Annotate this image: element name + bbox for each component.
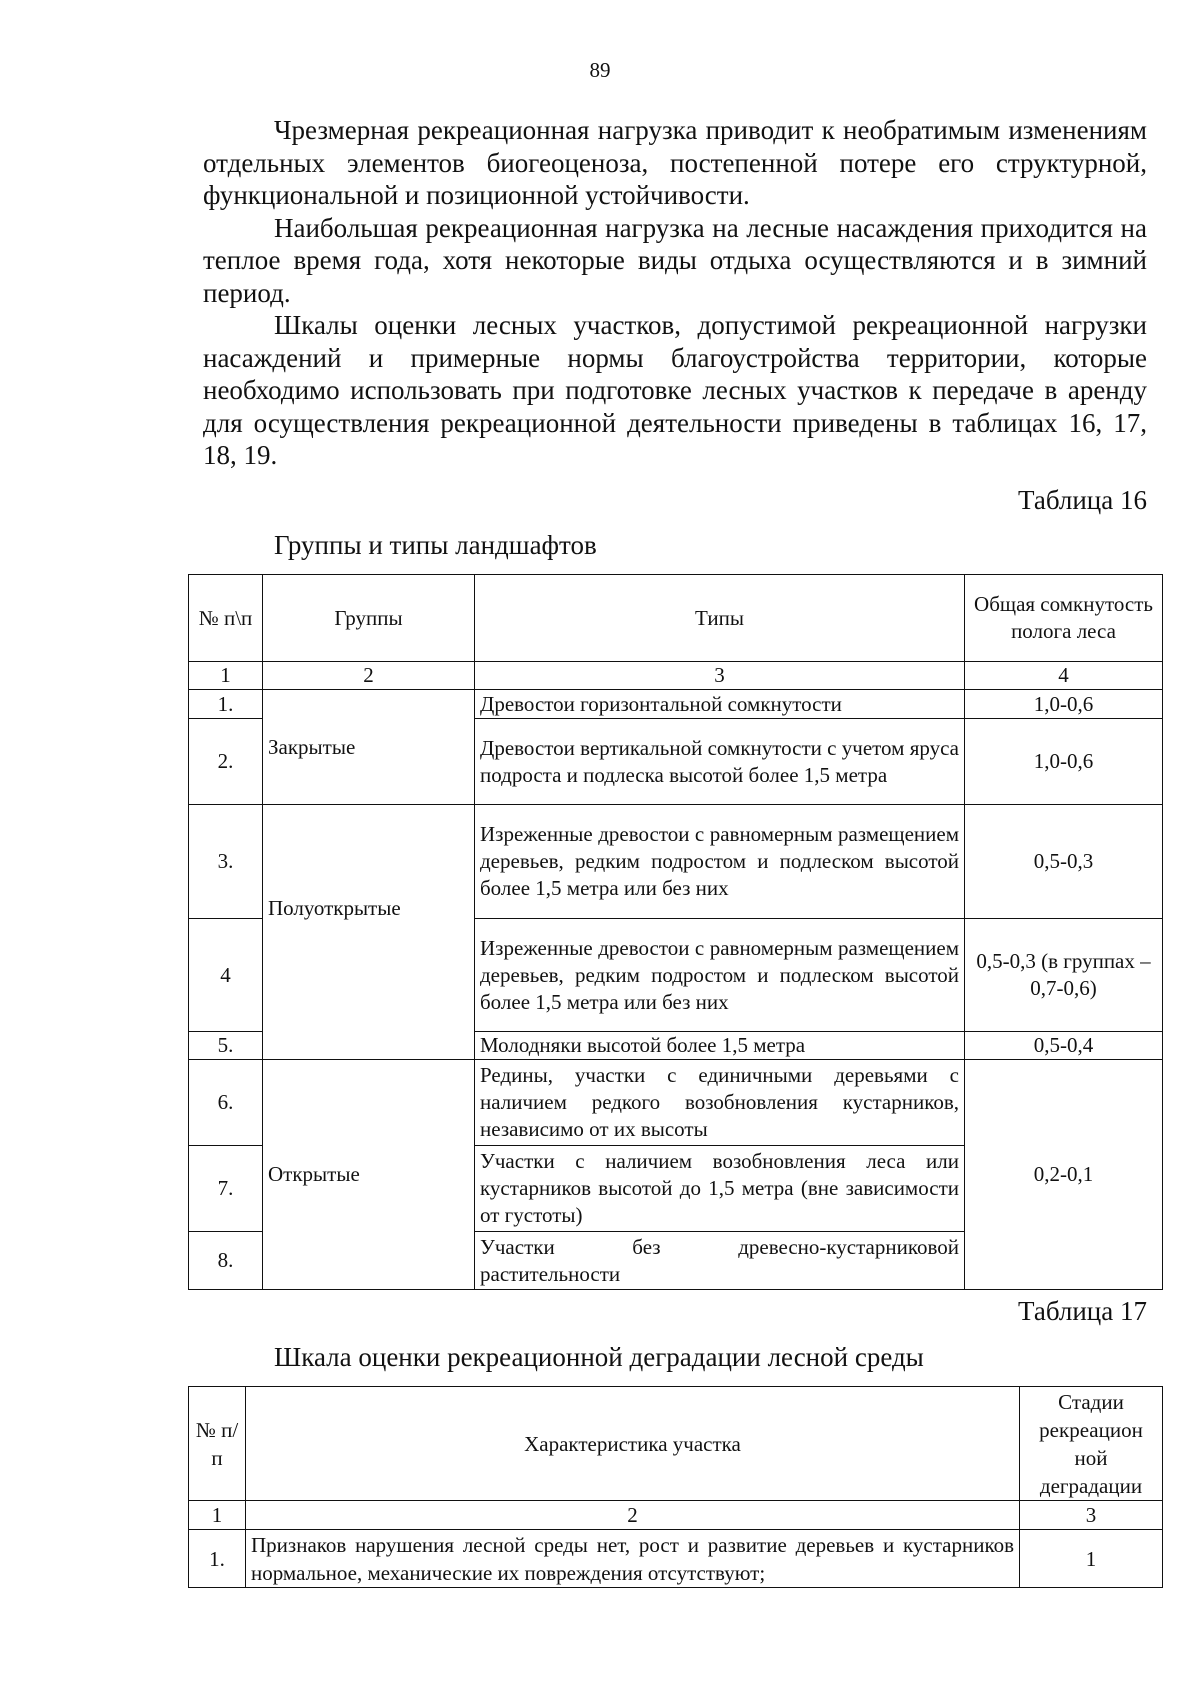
column-number-row <box>189 1501 1163 1530</box>
row-number: 2. <box>189 719 263 805</box>
density-cell: 0,5-0,3 (в группах – 0,7-0,6) <box>965 919 1163 1032</box>
column-number-cell: 2 <box>246 1501 1020 1530</box>
column-number-cell: 4 <box>965 662 1163 690</box>
row-number: 7. <box>189 1146 263 1232</box>
header-cell: Типы <box>475 575 965 662</box>
density-cell: 0,5-0,3 <box>965 805 1163 919</box>
characteristic-cell: Признаков нарушения лесной среды нет, рост и развитие деревьев и кустарников нормальное, механические их повреждения отсутствуют; <box>246 1530 1020 1588</box>
header-cell: Группы <box>263 575 475 662</box>
row-number: 8. <box>189 1232 263 1290</box>
row-number: 1. <box>189 1530 246 1588</box>
paragraph: Наибольшая рекреационная нагрузка на лесные насаждения приходится на теплое время года, хотя некоторые виды отдыха осуществляются и в зимний период. <box>203 212 1147 308</box>
row-number: 3. <box>189 805 263 919</box>
type-cell: Редины, участки с единичными деревьями с наличием редкого возобновления кустарников, независимо от их высоты <box>475 1060 965 1146</box>
body-text <box>203 114 1147 472</box>
row-number: 1. <box>189 690 263 719</box>
type-cell: Участки без древесно-кустарниковой растительности <box>475 1232 965 1290</box>
landscape-types-table <box>188 574 1163 1290</box>
type-cell: Участки с наличием возобновления леса или кустарников высотой до 1,5 метра (вне зависимости от густоты) <box>475 1146 965 1232</box>
type-cell: Изреженные древостои с равномерным размещением деревьев, редким подростом и подлеском высотой более 1,5 метра или без них <box>475 919 965 1032</box>
table-row <box>189 1530 1163 1588</box>
header-cell: Общая сомкнутость полога леса <box>965 575 1163 662</box>
group-cell: Полуоткрытые <box>263 805 475 1060</box>
type-cell: Изреженные древостои с равномерным размещением деревьев, редким подростом и подлеском высотой более 1,5 метра или без них <box>475 805 965 919</box>
table-16-label: Таблица 16 <box>1018 485 1147 515</box>
density-cell: 0,2-0,1 <box>965 1060 1163 1290</box>
stage-cell: 1 <box>1020 1530 1163 1588</box>
table-header-row <box>189 575 1163 662</box>
row-number: 5. <box>189 1032 263 1060</box>
header-cell: Характеристика участка <box>246 1387 1020 1501</box>
density-cell: 1,0-0,6 <box>965 719 1163 805</box>
header-cell: Стадии рекреацион ной деградации <box>1020 1387 1163 1501</box>
table-17-title: Шкала оценки рекреационной деградации лесной среды <box>274 1342 924 1372</box>
table-16-title: Группы и типы ландшафтов <box>274 530 597 560</box>
header-cell: № п\п <box>189 575 263 662</box>
column-number-row <box>189 662 1163 690</box>
row-number: 6. <box>189 1060 263 1146</box>
column-number-cell: 3 <box>1020 1501 1163 1530</box>
header-cell: № п/п <box>189 1387 246 1501</box>
type-cell: Древостои горизонтальной сомкнутости <box>475 690 965 719</box>
row-number: 4 <box>189 919 263 1032</box>
degradation-scale-table <box>188 1386 1163 1588</box>
density-cell: 1,0-0,6 <box>965 690 1163 719</box>
table-17-label: Таблица 17 <box>1018 1296 1147 1326</box>
column-number-cell: 1 <box>189 1501 246 1530</box>
table-header-row <box>189 1387 1163 1501</box>
table-row <box>189 1060 1163 1146</box>
column-number-cell: 2 <box>263 662 475 690</box>
paragraph: Чрезмерная рекреационная нагрузка приводит к необратимым изменениям отдельных элементов биогеоценоза, постепенной потере его структурной, функциональной и позиционной устойчивости. <box>203 115 1147 210</box>
type-cell: Молодняки высотой более 1,5 метра <box>475 1032 965 1060</box>
group-cell: Открытые <box>263 1060 475 1290</box>
table-row <box>189 690 1163 719</box>
type-cell: Древостои вертикальной сомкнутости с учетом яруса подроста и подлеска высотой более 1,5 метра <box>475 719 965 805</box>
table-row <box>189 805 1163 919</box>
paragraph: Шкалы оценки лесных участков, допустимой рекреационной нагрузки насаждений и примерные нормы благоустройства территории, которые необходимо использовать при подготовке лесных участков к передаче в аренду для осуществления рекреационной деятельности приведены в таблицах 16, 17, 18, 19. <box>203 310 1147 470</box>
page-number: 89 <box>589 58 611 82</box>
density-cell: 0,5-0,4 <box>965 1032 1163 1060</box>
column-number-cell: 1 <box>189 662 263 690</box>
column-number-cell: 3 <box>475 662 965 690</box>
group-cell: Закрытые <box>263 690 475 805</box>
